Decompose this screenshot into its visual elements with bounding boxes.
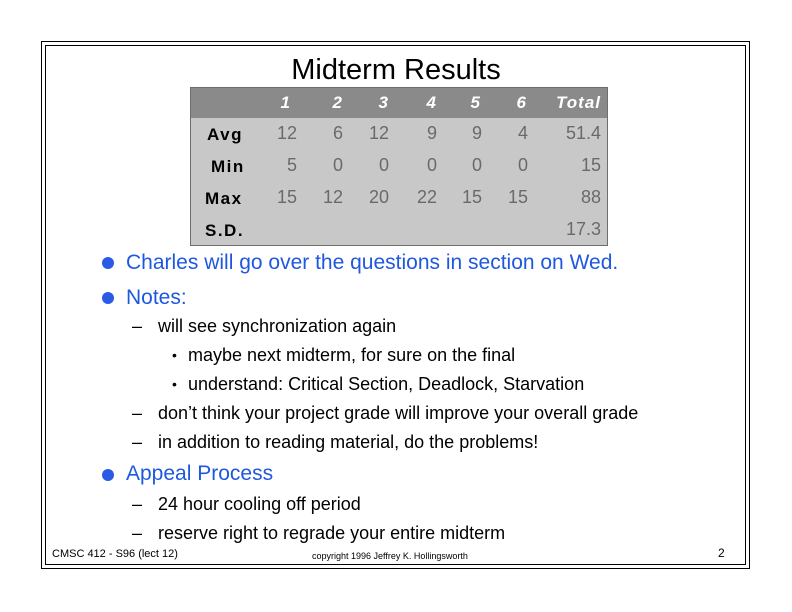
appeal-item: 24 hour cooling off period xyxy=(158,494,361,514)
notes-item: will see synchronization again xyxy=(158,316,397,336)
header-q4: 4 xyxy=(426,93,437,112)
table-cell: 12 xyxy=(322,187,343,207)
table-cell: 0 xyxy=(471,155,482,175)
table-cell: 9 xyxy=(471,123,482,143)
table-cell: 0 xyxy=(378,155,389,175)
bullet-appeal: Appeal Process xyxy=(126,462,274,485)
table-cell: 88 xyxy=(580,187,601,207)
notes-item: don’t think your project grade will improve your overall grade xyxy=(158,403,639,423)
results-table xyxy=(190,87,608,246)
bullet-charles: Charles will go over the questions in section on Wed. xyxy=(126,251,619,274)
table-cell: 9 xyxy=(426,123,437,143)
dash-marker: – xyxy=(132,432,143,452)
notes-subitem: maybe next midterm, for sure on the final xyxy=(188,345,516,365)
slide-title: Midterm Results xyxy=(291,54,501,86)
table-cell: 22 xyxy=(416,187,437,207)
bullet-dot xyxy=(102,292,114,304)
bullet-notes: Notes: xyxy=(126,286,187,309)
footer-copyright: copyright 1996 Jeffrey K. Hollingsworth xyxy=(312,551,468,561)
header-total: Total xyxy=(556,93,601,112)
row-label-avg: Avg xyxy=(207,125,243,144)
header-q3: 3 xyxy=(378,93,389,112)
table-cell: 15 xyxy=(461,187,482,207)
table-cell: 6 xyxy=(332,123,343,143)
table-cell: 0 xyxy=(517,155,528,175)
header-q2: 2 xyxy=(332,93,343,112)
bullet-dot xyxy=(102,469,114,481)
page-number: 2 xyxy=(718,546,725,560)
footer-course: CMSC 412 - S96 (lect 12) xyxy=(52,548,178,560)
table-cell: 15 xyxy=(507,187,528,207)
table-cell: 15 xyxy=(580,155,601,175)
dash-marker: – xyxy=(132,403,143,423)
dash-marker: – xyxy=(132,494,143,514)
table-cell: 12 xyxy=(276,123,297,143)
table-cell: 0 xyxy=(426,155,437,175)
table-cell: 12 xyxy=(368,123,389,143)
dash-marker: – xyxy=(132,316,143,336)
dot-marker: • xyxy=(172,376,177,392)
header-q1: 1 xyxy=(280,93,291,112)
dot-marker: • xyxy=(172,347,177,363)
table-cell: 5 xyxy=(286,155,297,175)
table-cell: 0 xyxy=(332,155,343,175)
row-label-min: Min xyxy=(211,157,245,176)
header-q6: 6 xyxy=(516,93,527,112)
table-header-row xyxy=(191,88,607,118)
table-cell: 51.4 xyxy=(565,123,601,143)
bullet-dot xyxy=(102,257,114,269)
table-cell: 20 xyxy=(368,187,389,207)
notes-item: in addition to reading material, do the problems! xyxy=(158,432,539,452)
row-label-sd: S.D. xyxy=(205,221,245,240)
table-cell: 4 xyxy=(517,123,528,143)
row-label-max: Max xyxy=(205,189,243,208)
table-cell: 17.3 xyxy=(565,219,601,239)
table-cell: 15 xyxy=(276,187,297,207)
dash-marker: – xyxy=(132,523,143,543)
header-q5: 5 xyxy=(470,93,481,112)
appeal-item: reserve right to regrade your entire midterm xyxy=(158,523,506,543)
notes-subitem: understand: Critical Section, Deadlock, Starvation xyxy=(188,374,585,394)
